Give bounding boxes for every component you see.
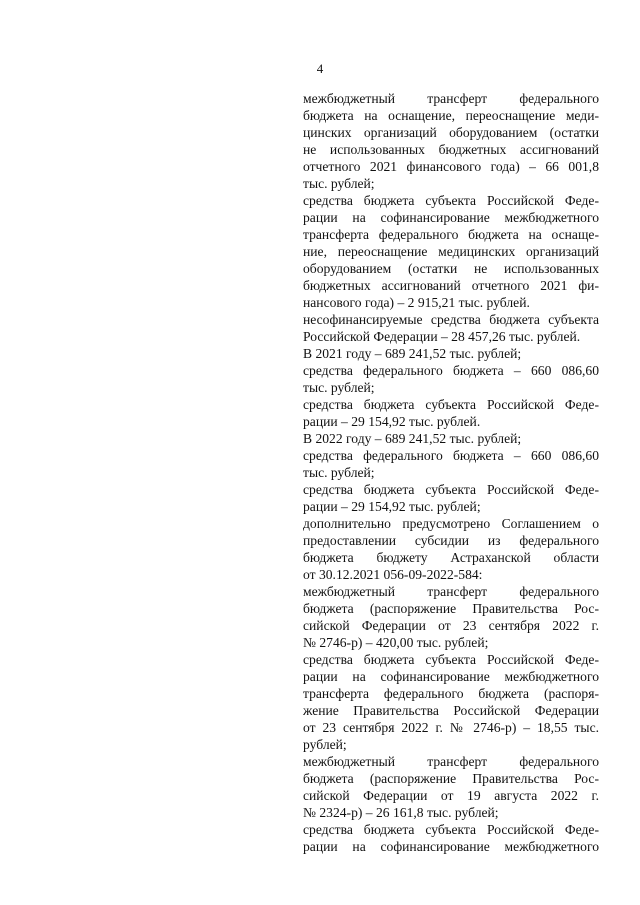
text-line: сийской Федерации от 23 сентября 2022 г. (303, 618, 599, 633)
text-line: средства бюджета субъекта Российской Феде- (303, 822, 599, 837)
text-line: В 2021 году – 689 241,52 тыс. рублей; (303, 346, 522, 361)
text-line: средства бюджета субъекта Российской Феде- (303, 193, 599, 208)
text-line: оборудованием (остатки не использованных (303, 261, 599, 276)
text-line: рации на софинансирование межбюджетного (303, 839, 599, 854)
text-line: нансового года) – 2 915,21 тыс. рублей. (303, 295, 530, 310)
text-line: несофинансируемые средства бюджета субъекта (303, 312, 599, 327)
text-line: № 2746-р) – 420,00 тыс. рублей; (303, 635, 489, 650)
text-line: от 23 сентября 2022 г. № 2746-р) – 18,55 тыс. (303, 720, 599, 735)
text-line: ние, переоснащение медицинских организаций (303, 244, 599, 259)
text-line: средства бюджета субъекта Российской Феде- (303, 652, 599, 667)
text-line: тыс. рублей; (303, 380, 375, 395)
text-line: бюджета бюджету Астраханской области (303, 550, 599, 565)
text-line: бюджета на оснащение, переоснащение меди- (303, 108, 599, 123)
text-line: Российской Федерации – 28 457,26 тыс. рублей. (303, 329, 581, 344)
text-line: рации – 29 154,92 тыс. рублей. (303, 414, 481, 429)
text-line: рации на софинансирование межбюджетного (303, 669, 599, 684)
text-line: средства федерального бюджета – 660 086,60 (303, 363, 599, 378)
text-line: предоставлении субсидии из федерального (303, 533, 599, 548)
text-line: рублей; (303, 737, 347, 752)
text-line: тыс. рублей; (303, 465, 375, 480)
text-line: дополнительно предусмотрено Соглашением о (303, 516, 599, 531)
text-line: рации на софинансирование межбюджетного (303, 210, 599, 225)
text-line: межбюджетный трансферт федерального (303, 91, 599, 106)
text-line: трансферта федерального бюджета (распоря- (303, 686, 599, 701)
text-line: жение Правительства Российской Федерации (303, 703, 599, 718)
text-line: средства федерального бюджета – 660 086,60 (303, 448, 599, 463)
text-line: рации – 29 154,92 тыс. рублей; (303, 499, 481, 514)
text-line: бюджета (распоряжение Правительства Рос- (303, 771, 599, 786)
text-line: В 2022 году – 689 241,52 тыс. рублей; (303, 431, 522, 446)
text-line: трансферта федерального бюджета на оснаще- (303, 227, 599, 242)
text-line: цинских организаций оборудованием (остатки (303, 125, 599, 140)
text-line: тыс. рублей; (303, 176, 375, 191)
page-number: 4 (316, 61, 324, 76)
text-line: № 2324-р) – 26 161,8 тыс. рублей; (303, 805, 499, 820)
text-line: не использованных бюджетных ассигнований (303, 142, 599, 157)
text-line: от 30.12.2021 056-09-2022-584: (303, 567, 483, 582)
text-column (303, 90, 599, 855)
text-line: межбюджетный трансферт федерального (303, 584, 599, 599)
text-line: сийской Федерации от 19 августа 2022 г. (303, 788, 599, 803)
text-line: средства бюджета субъекта Российской Феде- (303, 397, 599, 412)
text-line: бюджетных ассигнований отчетного 2021 фи- (303, 278, 599, 293)
text-line: средства бюджета субъекта Российской Феде- (303, 482, 599, 497)
text-line: межбюджетный трансферт федерального (303, 754, 599, 769)
text-line: бюджета (распоряжение Правительства Рос- (303, 601, 599, 616)
text-line: отчетного 2021 финансового года) – 66 001,8 (303, 159, 599, 174)
